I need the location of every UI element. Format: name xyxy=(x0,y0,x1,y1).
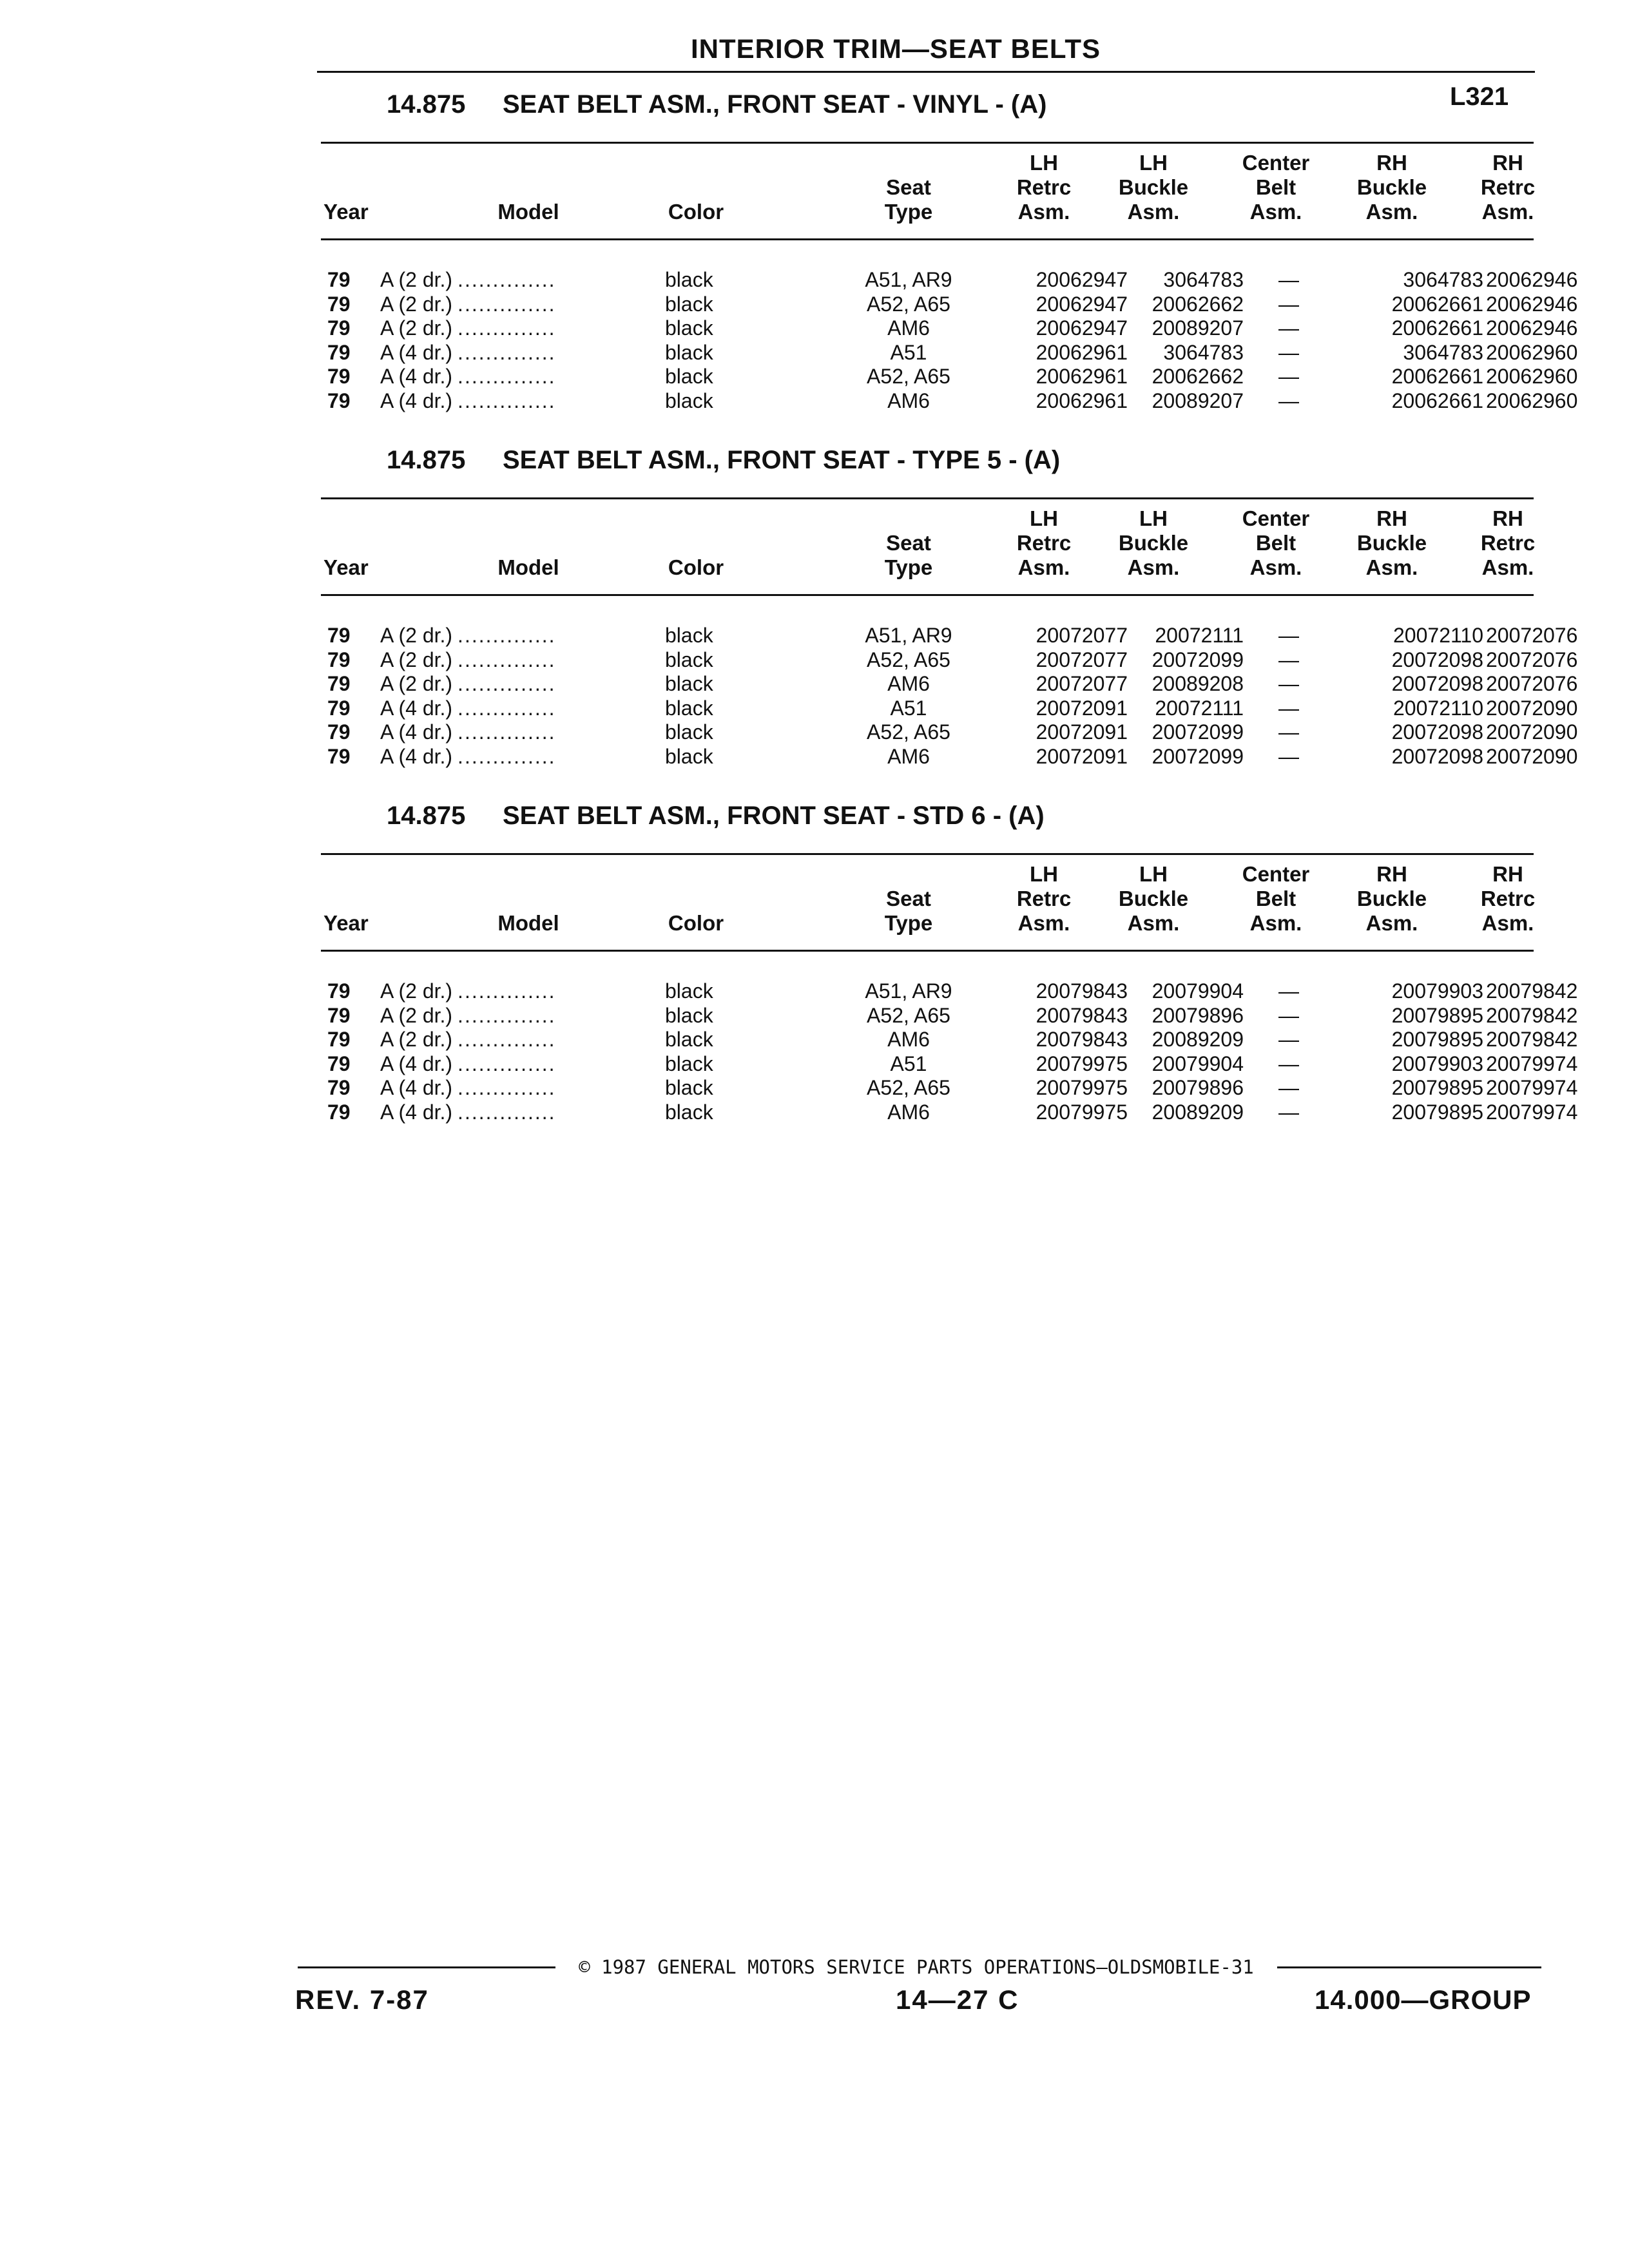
row-lh-buckle: 20072099 xyxy=(1152,744,1244,768)
row-color: black xyxy=(665,389,713,412)
table-row xyxy=(316,1003,1578,1028)
row-center-belt: — xyxy=(1278,1028,1299,1051)
table-row xyxy=(316,389,1578,413)
row-rh-buckle: 3064783 xyxy=(1403,340,1483,364)
section-rule-header xyxy=(321,594,1534,596)
row-model: A (2 dr.) .............. xyxy=(380,1028,556,1051)
dot-leader: .............. xyxy=(458,1100,556,1124)
row-rh-retrc: 20062960 xyxy=(1486,389,1578,412)
table-row xyxy=(316,1028,1578,1052)
row-lh-retrc: 20072077 xyxy=(1036,648,1128,671)
dot-leader: .............. xyxy=(458,292,556,316)
row-lh-buckle: 20089209 xyxy=(1152,1100,1244,1124)
row-lh-retrc: 20072091 xyxy=(1036,720,1128,744)
row-model: A (4 dr.) .............. xyxy=(380,1076,556,1099)
row-seat-type: A52, A65 xyxy=(867,1003,950,1027)
row-rh-buckle: 3064783 xyxy=(1403,268,1483,291)
row-model: A (2 dr.) .............. xyxy=(380,648,556,671)
row-lh-buckle: 20079896 xyxy=(1152,1003,1244,1027)
group-label: 14.000—GROUP xyxy=(1315,1984,1532,2015)
row-year: 79 xyxy=(327,672,351,695)
dot-leader: .............. xyxy=(458,389,556,412)
dot-leader: .............. xyxy=(458,268,556,291)
row-lh-buckle: 3064783 xyxy=(1163,268,1244,291)
row-rh-buckle: 20079895 xyxy=(1391,1076,1483,1099)
row-year: 79 xyxy=(327,1100,351,1124)
row-seat-type: AM6 xyxy=(887,1100,930,1124)
row-year: 79 xyxy=(327,696,351,720)
row-color: black xyxy=(665,696,713,720)
row-center-belt: — xyxy=(1278,672,1299,695)
col-header-seat-type: Seat Type xyxy=(884,887,933,935)
row-seat-type: A51 xyxy=(890,1052,927,1075)
row-lh-buckle: 20072099 xyxy=(1152,720,1244,744)
dot-leader: .............. xyxy=(458,340,556,364)
row-year: 79 xyxy=(327,268,351,291)
row-lh-retrc: 20079843 xyxy=(1036,979,1128,1003)
row-rh-buckle: 20079903 xyxy=(1391,979,1483,1003)
section-rule-header xyxy=(321,950,1534,952)
section-number: 14.875 xyxy=(387,90,466,119)
dot-leader: .............. xyxy=(458,1003,556,1027)
row-year: 79 xyxy=(327,292,351,316)
row-rh-buckle: 20062661 xyxy=(1391,365,1483,388)
row-rh-retrc: 20079974 xyxy=(1486,1052,1578,1075)
row-year: 79 xyxy=(327,1052,351,1075)
row-year: 79 xyxy=(327,744,351,768)
table-row xyxy=(316,340,1578,365)
row-seat-type: AM6 xyxy=(887,389,930,412)
row-center-belt: — xyxy=(1278,979,1299,1003)
table-row xyxy=(316,979,1578,1003)
row-year: 79 xyxy=(327,648,351,671)
dot-leader: .............. xyxy=(458,648,556,671)
row-year: 79 xyxy=(327,1003,351,1027)
dot-leader: .............. xyxy=(458,744,556,768)
row-rh-buckle: 20072098 xyxy=(1391,720,1483,744)
row-rh-retrc: 20079974 xyxy=(1486,1076,1578,1099)
col-header-color: Color xyxy=(668,555,724,579)
col-header-year: Year xyxy=(323,911,369,935)
row-lh-buckle: 20089208 xyxy=(1152,672,1244,695)
page-code: L321 xyxy=(1450,82,1509,111)
row-lh-buckle: 20089207 xyxy=(1152,316,1244,340)
row-lh-retrc: 20079975 xyxy=(1036,1100,1128,1124)
row-center-belt: — xyxy=(1278,624,1299,647)
row-seat-type: A51, AR9 xyxy=(865,268,952,291)
row-rh-retrc: 20062960 xyxy=(1486,340,1578,364)
table-row xyxy=(316,316,1578,340)
row-lh-retrc: 20079975 xyxy=(1036,1076,1128,1099)
section-rule-header xyxy=(321,238,1534,240)
table-row xyxy=(316,672,1578,696)
row-lh-buckle: 20079896 xyxy=(1152,1076,1244,1099)
row-rh-buckle: 20079895 xyxy=(1391,1003,1483,1027)
section-title xyxy=(387,90,1046,119)
row-color: black xyxy=(665,744,713,768)
row-seat-type: AM6 xyxy=(887,316,930,340)
row-center-belt: — xyxy=(1278,1003,1299,1027)
row-center-belt: — xyxy=(1278,744,1299,768)
col-header-color: Color xyxy=(668,200,724,224)
row-rh-buckle: 20072110 xyxy=(1393,696,1483,720)
row-year: 79 xyxy=(327,389,351,412)
row-color: black xyxy=(665,624,713,647)
row-rh-buckle: 20072098 xyxy=(1391,744,1483,768)
table-row xyxy=(316,744,1578,769)
col-header-lh-retrc: LH Retrc Asm. xyxy=(1016,862,1072,935)
col-header-lh-retrc: LH Retrc Asm. xyxy=(1016,151,1072,224)
col-header-color: Color xyxy=(668,911,724,935)
row-year: 79 xyxy=(327,316,351,340)
table-row xyxy=(316,1100,1578,1124)
section-rule-top xyxy=(321,853,1534,855)
dot-leader: .............. xyxy=(458,624,556,647)
row-rh-retrc: 20062946 xyxy=(1486,316,1578,340)
row-seat-type: A51, AR9 xyxy=(865,624,952,647)
dot-leader: .............. xyxy=(458,1052,556,1075)
row-seat-type: A51, AR9 xyxy=(865,979,952,1003)
section-rule-top xyxy=(321,497,1534,499)
row-year: 79 xyxy=(327,340,351,364)
row-lh-retrc: 20072091 xyxy=(1036,744,1128,768)
row-color: black xyxy=(665,648,713,671)
row-year: 79 xyxy=(327,365,351,388)
row-model: A (4 dr.) .............. xyxy=(380,720,556,744)
row-lh-buckle: 20062662 xyxy=(1152,292,1244,316)
section-name: SEAT BELT ASM., FRONT SEAT - STD 6 - (A) xyxy=(503,802,1045,830)
table-row xyxy=(316,365,1578,389)
row-rh-buckle: 20079895 xyxy=(1391,1100,1483,1124)
row-rh-retrc: 20072076 xyxy=(1486,672,1578,695)
row-rh-buckle: 20072098 xyxy=(1391,672,1483,695)
col-header-lh-buckle: LH Buckle Asm. xyxy=(1118,506,1189,579)
section-type5 xyxy=(316,446,1578,794)
row-seat-type: AM6 xyxy=(887,1028,930,1051)
row-year: 79 xyxy=(327,979,351,1003)
row-seat-type: A51 xyxy=(890,340,927,364)
row-lh-retrc: 20062947 xyxy=(1036,268,1128,291)
row-model: A (4 dr.) .............. xyxy=(380,389,556,412)
row-model: A (4 dr.) .............. xyxy=(380,340,556,364)
row-rh-buckle: 20062661 xyxy=(1391,389,1483,412)
row-color: black xyxy=(665,268,713,291)
row-lh-buckle: 20072111 xyxy=(1155,624,1244,647)
row-lh-retrc: 20072077 xyxy=(1036,672,1128,695)
row-model: A (2 dr.) .............. xyxy=(380,979,556,1003)
row-year: 79 xyxy=(327,1028,351,1051)
row-model: A (4 dr.) .............. xyxy=(380,1052,556,1075)
col-header-year: Year xyxy=(323,555,369,579)
footer-rule-left xyxy=(298,1966,555,1968)
row-color: black xyxy=(665,672,713,695)
dot-leader: .............. xyxy=(458,316,556,340)
table-row xyxy=(316,268,1578,292)
row-lh-buckle: 20079904 xyxy=(1152,979,1244,1003)
col-header-lh-buckle: LH Buckle Asm. xyxy=(1118,862,1189,935)
row-color: black xyxy=(665,979,713,1003)
col-header-rh-buckle: RH Buckle Asm. xyxy=(1356,506,1427,579)
section-std6 xyxy=(316,802,1578,1149)
row-seat-type: A52, A65 xyxy=(867,292,950,316)
section-name: SEAT BELT ASM., FRONT SEAT - TYPE 5 - (A) xyxy=(503,446,1061,474)
dot-leader: .............. xyxy=(458,720,556,744)
col-header-lh-retrc: LH Retrc Asm. xyxy=(1016,506,1072,579)
page-number: 14—27 C xyxy=(896,1984,1019,2015)
row-year: 79 xyxy=(327,1076,351,1099)
table-row xyxy=(316,1076,1578,1100)
row-lh-buckle: 20089209 xyxy=(1152,1028,1244,1051)
section-number: 14.875 xyxy=(387,802,466,830)
row-lh-buckle: 3064783 xyxy=(1163,340,1244,364)
row-center-belt: — xyxy=(1278,1076,1299,1099)
row-rh-retrc: 20079842 xyxy=(1486,1028,1578,1051)
row-lh-retrc: 20062947 xyxy=(1036,292,1128,316)
table-row xyxy=(316,696,1578,720)
col-header-rh-buckle: RH Buckle Asm. xyxy=(1356,151,1427,224)
row-rh-retrc: 20072090 xyxy=(1486,696,1578,720)
row-rh-buckle: 20072110 xyxy=(1393,624,1483,647)
title-divider xyxy=(317,71,1535,73)
col-header-year: Year xyxy=(323,200,369,224)
page-title: INTERIOR TRIM—SEAT BELTS xyxy=(690,34,1101,64)
col-header-center-belt: Center Belt Asm. xyxy=(1242,151,1310,224)
row-center-belt: — xyxy=(1278,1100,1299,1124)
row-seat-type: A52, A65 xyxy=(867,1076,950,1099)
row-lh-retrc: 20072077 xyxy=(1036,624,1128,647)
row-lh-buckle: 20079904 xyxy=(1152,1052,1244,1075)
row-model: A (4 dr.) .............. xyxy=(380,1100,556,1124)
row-seat-type: AM6 xyxy=(887,672,930,695)
row-lh-buckle: 20072111 xyxy=(1155,696,1244,720)
col-header-rh-retrc: RH Retrc Asm. xyxy=(1480,151,1536,224)
row-lh-retrc: 20079843 xyxy=(1036,1003,1128,1027)
row-seat-type: A52, A65 xyxy=(867,365,950,388)
row-color: black xyxy=(665,292,713,316)
table-row xyxy=(316,648,1578,672)
dot-leader: .............. xyxy=(458,1028,556,1051)
table-row xyxy=(316,624,1578,648)
col-header-seat-type: Seat Type xyxy=(884,175,933,224)
row-lh-buckle: 20089207 xyxy=(1152,389,1244,412)
footer-rule-right xyxy=(1277,1966,1541,1968)
row-rh-retrc: 20062946 xyxy=(1486,292,1578,316)
row-center-belt: — xyxy=(1278,292,1299,316)
col-header-model: Model xyxy=(497,555,559,579)
row-color: black xyxy=(665,316,713,340)
table-row xyxy=(316,292,1578,316)
row-model: A (2 dr.) .............. xyxy=(380,316,556,340)
table-row xyxy=(316,720,1578,744)
row-seat-type: A51 xyxy=(890,696,927,720)
row-seat-type: AM6 xyxy=(887,744,930,768)
row-rh-retrc: 20072076 xyxy=(1486,624,1578,647)
dot-leader: .............. xyxy=(458,365,556,388)
row-center-belt: — xyxy=(1278,316,1299,340)
row-center-belt: — xyxy=(1278,720,1299,744)
row-lh-retrc: 20062961 xyxy=(1036,365,1128,388)
col-header-model: Model xyxy=(497,911,559,935)
col-header-rh-retrc: RH Retrc Asm. xyxy=(1480,506,1536,579)
dot-leader: .............. xyxy=(458,979,556,1003)
row-model: A (2 dr.) .............. xyxy=(380,672,556,695)
row-model: A (2 dr.) .............. xyxy=(380,292,556,316)
row-seat-type: A52, A65 xyxy=(867,648,950,671)
row-lh-buckle: 20072099 xyxy=(1152,648,1244,671)
dot-leader: .............. xyxy=(458,1076,556,1099)
section-number: 14.875 xyxy=(387,446,466,474)
row-model: A (2 dr.) .............. xyxy=(380,268,556,291)
col-header-rh-retrc: RH Retrc Asm. xyxy=(1480,862,1536,935)
row-lh-retrc: 20079975 xyxy=(1036,1052,1128,1075)
col-header-center-belt: Center Belt Asm. xyxy=(1242,506,1310,579)
section-rule-top xyxy=(321,142,1534,144)
row-center-belt: — xyxy=(1278,268,1299,291)
row-year: 79 xyxy=(327,624,351,647)
row-center-belt: — xyxy=(1278,1052,1299,1075)
row-lh-retrc: 20062961 xyxy=(1036,340,1128,364)
row-model: A (2 dr.) .............. xyxy=(380,624,556,647)
section-name: SEAT BELT ASM., FRONT SEAT - VINYL - (A) xyxy=(503,90,1047,119)
row-rh-retrc: 20079842 xyxy=(1486,1003,1578,1027)
row-rh-retrc: 20072090 xyxy=(1486,744,1578,768)
col-header-seat-type: Seat Type xyxy=(884,531,933,579)
dot-leader: .............. xyxy=(458,696,556,720)
row-center-belt: — xyxy=(1278,648,1299,671)
row-model: A (2 dr.) .............. xyxy=(380,1003,556,1027)
row-rh-buckle: 20062661 xyxy=(1391,292,1483,316)
row-rh-retrc: 20062946 xyxy=(1486,268,1578,291)
row-lh-retrc: 20062947 xyxy=(1036,316,1128,340)
row-model: A (4 dr.) .............. xyxy=(380,744,556,768)
row-color: black xyxy=(665,340,713,364)
row-rh-buckle: 20062661 xyxy=(1391,316,1483,340)
row-center-belt: — xyxy=(1278,696,1299,720)
table-row xyxy=(316,1052,1578,1076)
row-lh-retrc: 20062961 xyxy=(1036,389,1128,412)
row-rh-buckle: 20072098 xyxy=(1391,648,1483,671)
row-rh-buckle: 20079903 xyxy=(1391,1052,1483,1075)
row-color: black xyxy=(665,1003,713,1027)
row-year: 79 xyxy=(327,720,351,744)
col-header-center-belt: Center Belt Asm. xyxy=(1242,862,1310,935)
row-color: black xyxy=(665,1028,713,1051)
row-center-belt: — xyxy=(1278,389,1299,412)
row-rh-retrc: 20079842 xyxy=(1486,979,1578,1003)
row-lh-retrc: 20072091 xyxy=(1036,696,1128,720)
row-color: black xyxy=(665,1052,713,1075)
row-rh-retrc: 20072076 xyxy=(1486,648,1578,671)
section-vinyl xyxy=(316,90,1578,438)
row-center-belt: — xyxy=(1278,340,1299,364)
row-center-belt: — xyxy=(1278,365,1299,388)
row-color: black xyxy=(665,1100,713,1124)
dot-leader: .............. xyxy=(458,672,556,695)
row-rh-retrc: 20072090 xyxy=(1486,720,1578,744)
copyright-notice: © 1987 GENERAL MOTORS SERVICE PARTS OPERATIONS—OLDSMOBILE-31 xyxy=(579,1956,1254,1978)
row-color: black xyxy=(665,1076,713,1099)
col-header-rh-buckle: RH Buckle Asm. xyxy=(1356,862,1427,935)
row-rh-buckle: 20079895 xyxy=(1391,1028,1483,1051)
row-model: A (4 dr.) .............. xyxy=(380,696,556,720)
row-rh-retrc: 20062960 xyxy=(1486,365,1578,388)
col-header-lh-buckle: LH Buckle Asm. xyxy=(1118,151,1189,224)
section-title xyxy=(387,802,1045,831)
row-seat-type: A52, A65 xyxy=(867,720,950,744)
row-lh-retrc: 20079843 xyxy=(1036,1028,1128,1051)
row-lh-buckle: 20062662 xyxy=(1152,365,1244,388)
row-rh-retrc: 20079974 xyxy=(1486,1100,1578,1124)
col-header-model: Model xyxy=(497,200,559,224)
row-color: black xyxy=(665,365,713,388)
row-color: black xyxy=(665,720,713,744)
section-title xyxy=(387,446,1060,475)
row-model: A (4 dr.) .............. xyxy=(380,365,556,388)
revision-label: REV. 7-87 xyxy=(295,1984,429,2015)
